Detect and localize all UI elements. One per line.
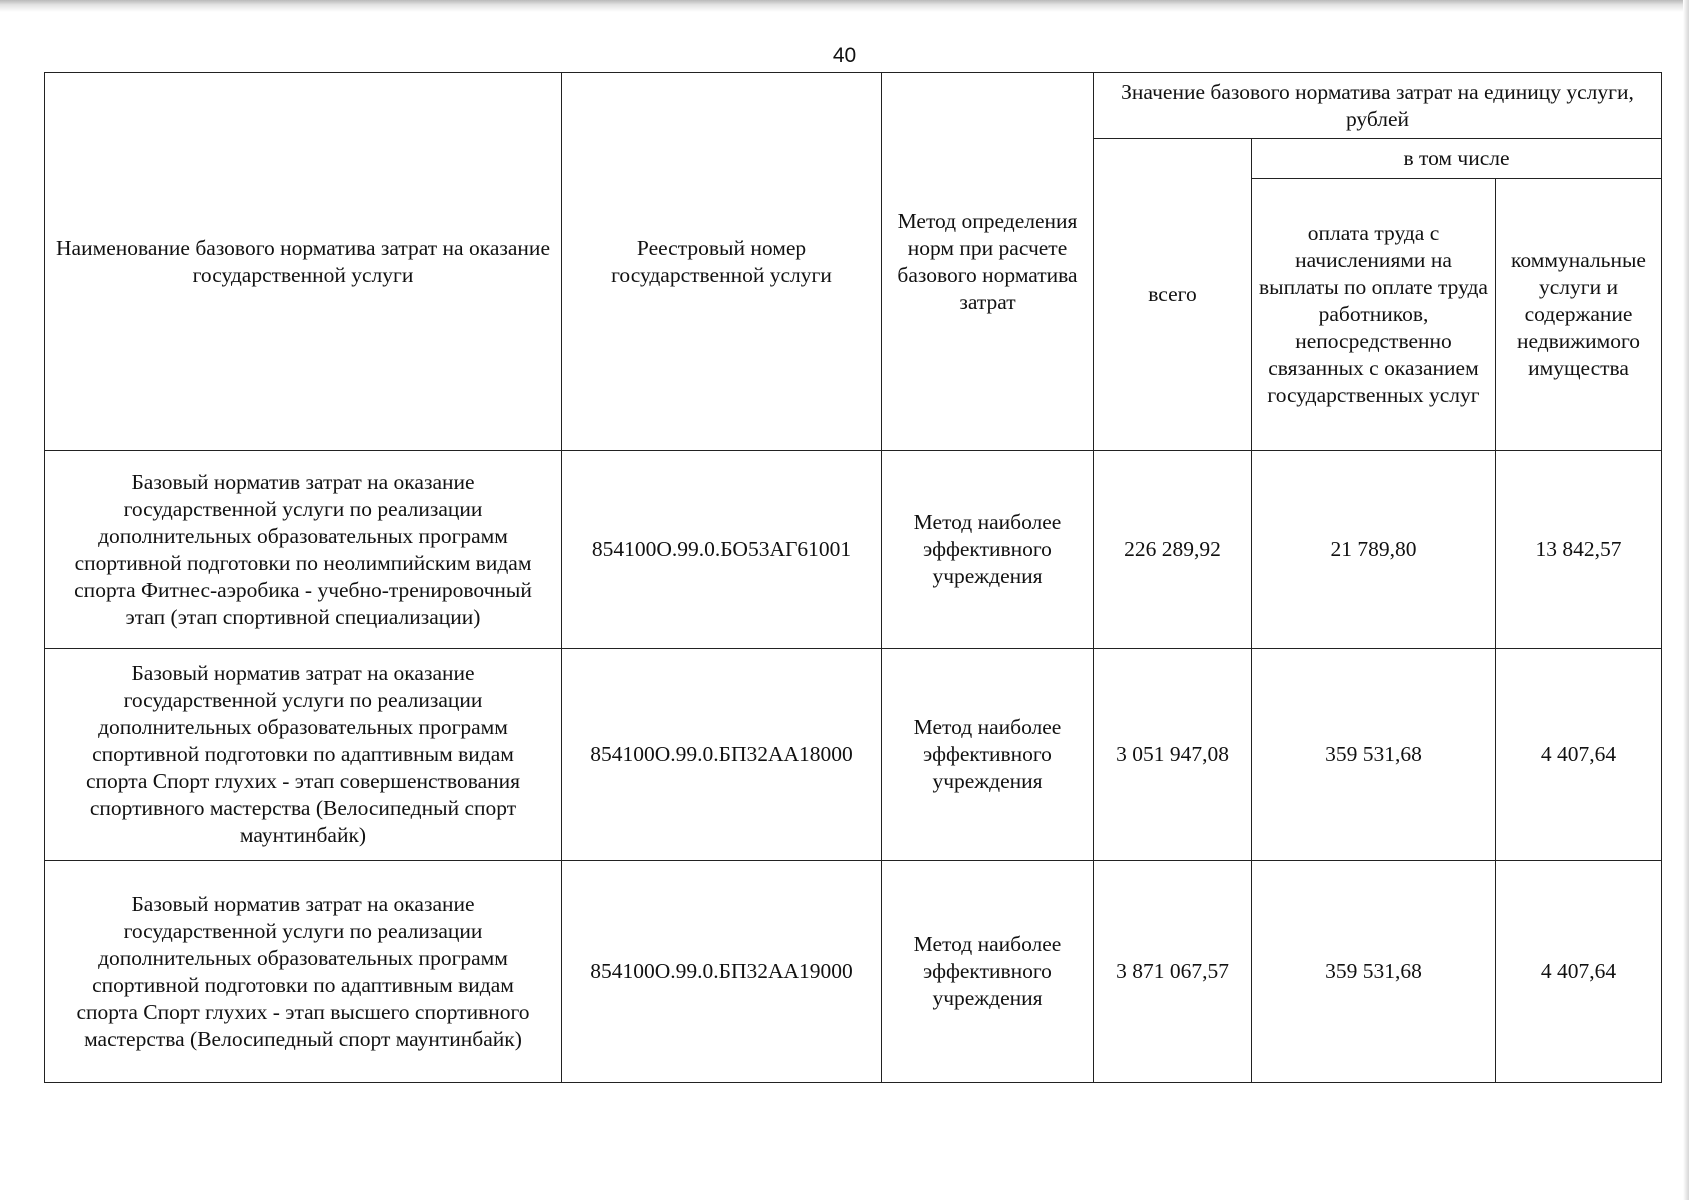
header-including: в том числе (1252, 139, 1662, 179)
row-utilities: 4 407,64 (1496, 649, 1662, 861)
row-method: Метод наиболее эффективного учреждения (882, 861, 1094, 1083)
row-method: Метод наиболее эффективного учреждения (882, 451, 1094, 649)
header-labor: оплата труда с начислениями на выплаты по оплате труда работников, непосредственно связанных с оказанием государственных услуг (1252, 179, 1496, 451)
table-row (45, 451, 1662, 649)
row-total: 3 051 947,08 (1094, 649, 1252, 861)
table-body (45, 451, 1662, 1083)
header-utilities: коммунальные услуги и содержание недвижимого имущества (1496, 179, 1662, 451)
scan-edge-top (0, 0, 1689, 12)
row-method: Метод наиболее эффективного учреждения (882, 649, 1094, 861)
row-utilities: 13 842,57 (1496, 451, 1662, 649)
header-registry: Реестровый номер государственной услуги (562, 73, 882, 451)
table-row (45, 861, 1662, 1083)
header-name: Наименование базового норматива затрат на оказание государственной услуги (45, 73, 562, 451)
header-value-group: Значение базового норматива затрат на единицу услуги, рублей (1094, 73, 1662, 139)
header-total: всего (1094, 139, 1252, 451)
row-registry: 854100О.99.0.БП32АА19000 (562, 861, 882, 1083)
row-labor: 359 531,68 (1252, 861, 1496, 1083)
row-total: 3 871 067,57 (1094, 861, 1252, 1083)
norm-table (44, 72, 1662, 1083)
row-total: 226 289,92 (1094, 451, 1252, 649)
row-name: Базовый норматив затрат на оказание государственной услуги по реализации дополнительных образовательных программ спортивной подготовки по адаптивным видам спорта Спорт глухих - этап совершенствования спортивного мастерства (Велосипедный спорт маунтинбайк) (45, 649, 562, 861)
header-row-1 (45, 73, 1662, 139)
page-number: 40 (832, 44, 857, 67)
scan-edge-right (1683, 0, 1689, 1200)
row-name: Базовый норматив затрат на оказание государственной услуги по реализации дополнительных образовательных программ спортивной подготовки по адаптивным видам спорта Спорт глухих - этап высшего спортивного мастерства (Велосипедный спорт маунтинбайк) (45, 861, 562, 1083)
row-name: Базовый норматив затрат на оказание государственной услуги по реализации дополнительных образовательных программ спортивной подготовки по неолимпийским видам спорта Фитнес-аэробика - учебно-тренировочный этап (этап спортивной специализации) (45, 451, 562, 649)
table-header (45, 73, 1662, 451)
row-labor: 359 531,68 (1252, 649, 1496, 861)
table-row (45, 649, 1662, 861)
header-method: Метод определения норм при расчете базового норматива затрат (882, 73, 1094, 451)
row-labor: 21 789,80 (1252, 451, 1496, 649)
row-utilities: 4 407,64 (1496, 861, 1662, 1083)
row-registry: 854100О.99.0.БП32АА18000 (562, 649, 882, 861)
row-registry: 854100О.99.0.БО53АГ61001 (562, 451, 882, 649)
